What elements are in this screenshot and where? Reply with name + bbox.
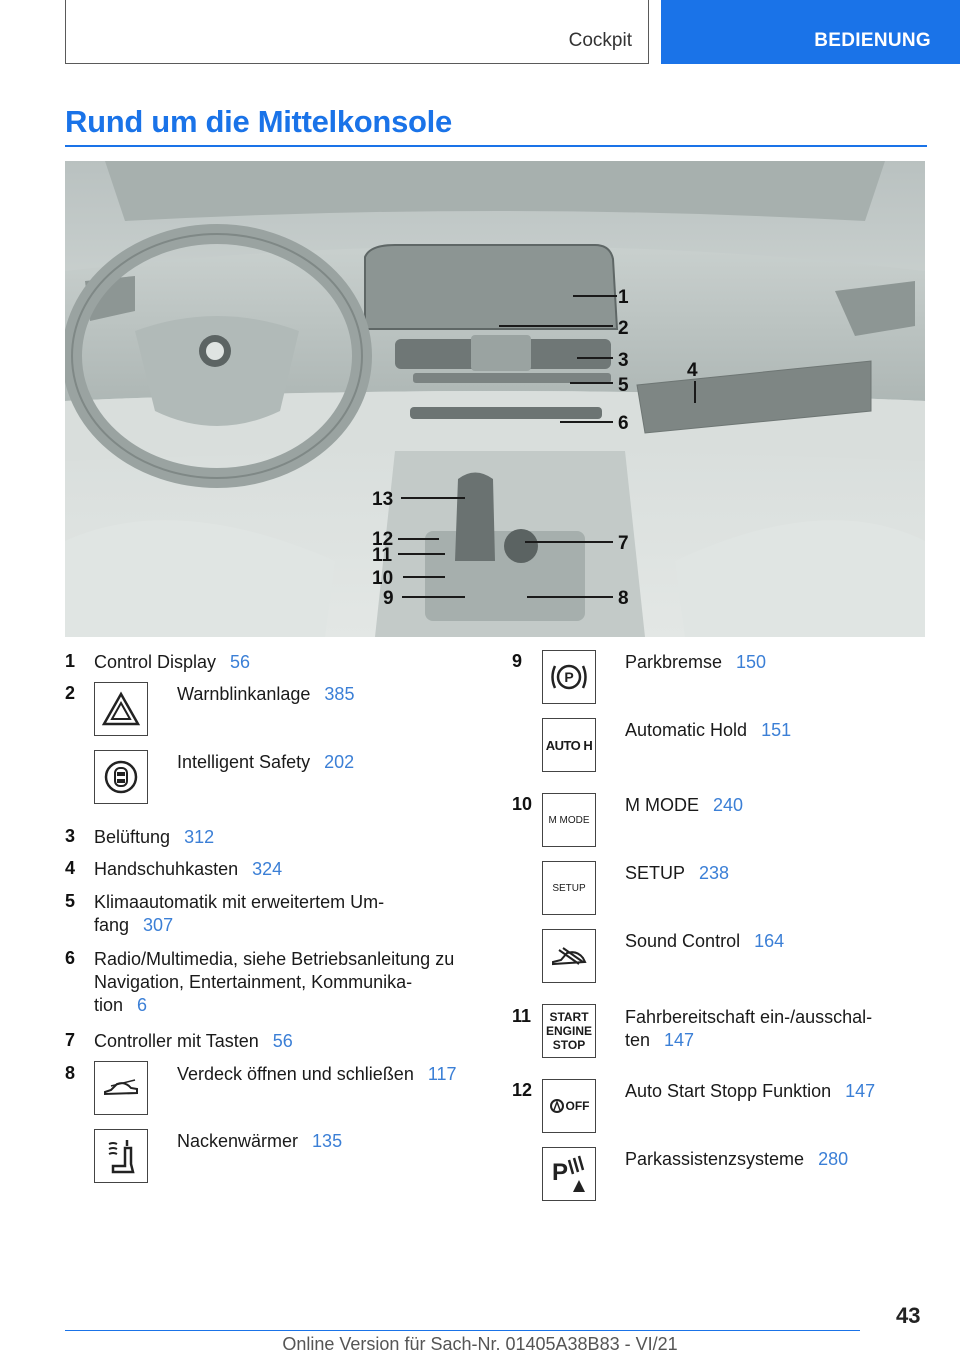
footer-version: Online Version für Sach-Nr. 01405A38B83 - VI/21 [282,1334,678,1354]
header-section: Cockpit [568,30,632,51]
convertible-roof-icon [94,1061,148,1115]
item-number: 12 [512,1080,533,1100]
page-ref[interactable]: 312 [184,827,215,847]
page-ref[interactable]: 56 [272,1031,293,1051]
item-klimaautomatik: Klimaautomatik mit erweitertem Um- fang 307 [94,892,385,935]
item-radio-multimedia: Radio/Multimedia, siehe Betriebsanleitung zu Navigation, Entertainment, Kommunika- tion 6 [94,949,455,1015]
item-number: 3 [65,826,76,846]
park-assist-icon [542,1147,596,1201]
callout-5: 5 [618,375,629,396]
callout-3: 3 [618,350,629,371]
page-ref[interactable]: 164 [754,931,785,951]
svg-text:P: P [552,1159,569,1186]
cockpit-illustration [65,161,925,637]
callout-7: 7 [618,533,629,554]
item-parkbremse: Parkbremse 150 [625,652,767,672]
item-sound-control: Sound Control 164 [625,931,785,951]
item-verdeck: Verdeck öffnen und schließen 117 [177,1064,457,1084]
page-title: Rund um die Mittelkonsole [65,104,452,139]
item-handschuhkasten: Handschuhkasten 324 [94,859,283,879]
callout-10: 10 [372,568,394,589]
item-m-mode: M MODE 240 [625,795,744,815]
callout-9: 9 [383,588,394,609]
item-auto-start-stopp: Auto Start Stopp Funktion 147 [625,1081,876,1101]
item-number: 9 [512,651,523,671]
setup-icon: SETUP [542,861,596,915]
page-ref[interactable]: 150 [736,652,767,672]
intelligent-safety-icon [94,750,148,804]
callout-1: 1 [618,287,629,308]
item-intelligent-safety: Intelligent Safety 202 [177,752,355,772]
item-parkassistenz: Parkassistenzsysteme 280 [625,1149,849,1169]
callout-12: 12 [372,529,394,550]
item-number: 4 [65,858,76,878]
callout-13: 13 [372,489,394,510]
item-controller: Controller mit Tasten 56 [94,1031,293,1051]
callout-11: 11 [372,545,393,566]
m-mode-icon: M MODE [542,793,596,847]
item-number: 2 [65,683,76,703]
item-automatic-hold: Automatic Hold 151 [625,720,792,740]
start-stop-icon: START ENGINE STOP [542,1004,596,1058]
header-tab-label: BEDIENUNG [814,30,931,51]
page-ref[interactable]: 147 [845,1081,876,1101]
page-ref[interactable]: 240 [713,795,744,815]
page-ref[interactable]: 6 [137,995,148,1015]
item-number: 10 [512,794,533,814]
page-ref[interactable]: 151 [761,720,792,740]
callout-4: 4 [687,360,698,381]
header-tab[interactable] [661,0,960,64]
title-divider [65,145,927,147]
page-ref[interactable]: 385 [324,684,355,704]
sound-control-icon [542,929,596,983]
item-number: 1 [65,651,76,671]
item-number: 6 [65,948,76,968]
auto-hold-icon: AUTO H [542,718,596,772]
item-nackenwaermer: Nackenwärmer 135 [177,1131,343,1151]
page-ref[interactable]: 117 [427,1064,457,1084]
callout-8: 8 [618,588,629,609]
item-setup: SETUP 238 [625,863,730,883]
item-fahrbereitschaft: Fahrbereitschaft ein-/ausschal- ten 147 [625,1007,873,1050]
item-belueftung: Belüftung 312 [94,827,215,847]
page-ref[interactable]: 202 [324,752,355,772]
callout-2: 2 [618,318,629,339]
page-ref[interactable]: 307 [143,915,174,935]
cockpit-figure [65,161,925,637]
neck-warmer-icon [94,1129,148,1183]
callout-6: 6 [618,413,629,434]
page-ref[interactable]: 56 [230,652,251,672]
item-number: 7 [65,1030,76,1050]
item-warnblinkanlage: Warnblinkanlage 385 [177,684,355,704]
svg-text:P: P [564,669,574,685]
item-number: 8 [65,1063,76,1083]
page-ref[interactable]: 135 [312,1131,343,1151]
page-ref[interactable]: 238 [699,863,730,883]
page-number: 43 [896,1303,921,1328]
item-control-display: Control Display 56 [94,652,251,672]
page-ref[interactable]: 280 [818,1149,849,1169]
item-number: 5 [65,891,76,911]
item-number: 11 [512,1006,532,1026]
page-ref[interactable]: 147 [664,1030,695,1050]
footer-divider [65,1330,860,1331]
header-box [65,0,649,64]
hazard-triangle-icon [94,682,148,736]
parking-brake-icon [542,650,596,704]
page-ref[interactable]: 324 [252,859,283,879]
auto-start-stop-off-icon: OFF [542,1079,596,1133]
